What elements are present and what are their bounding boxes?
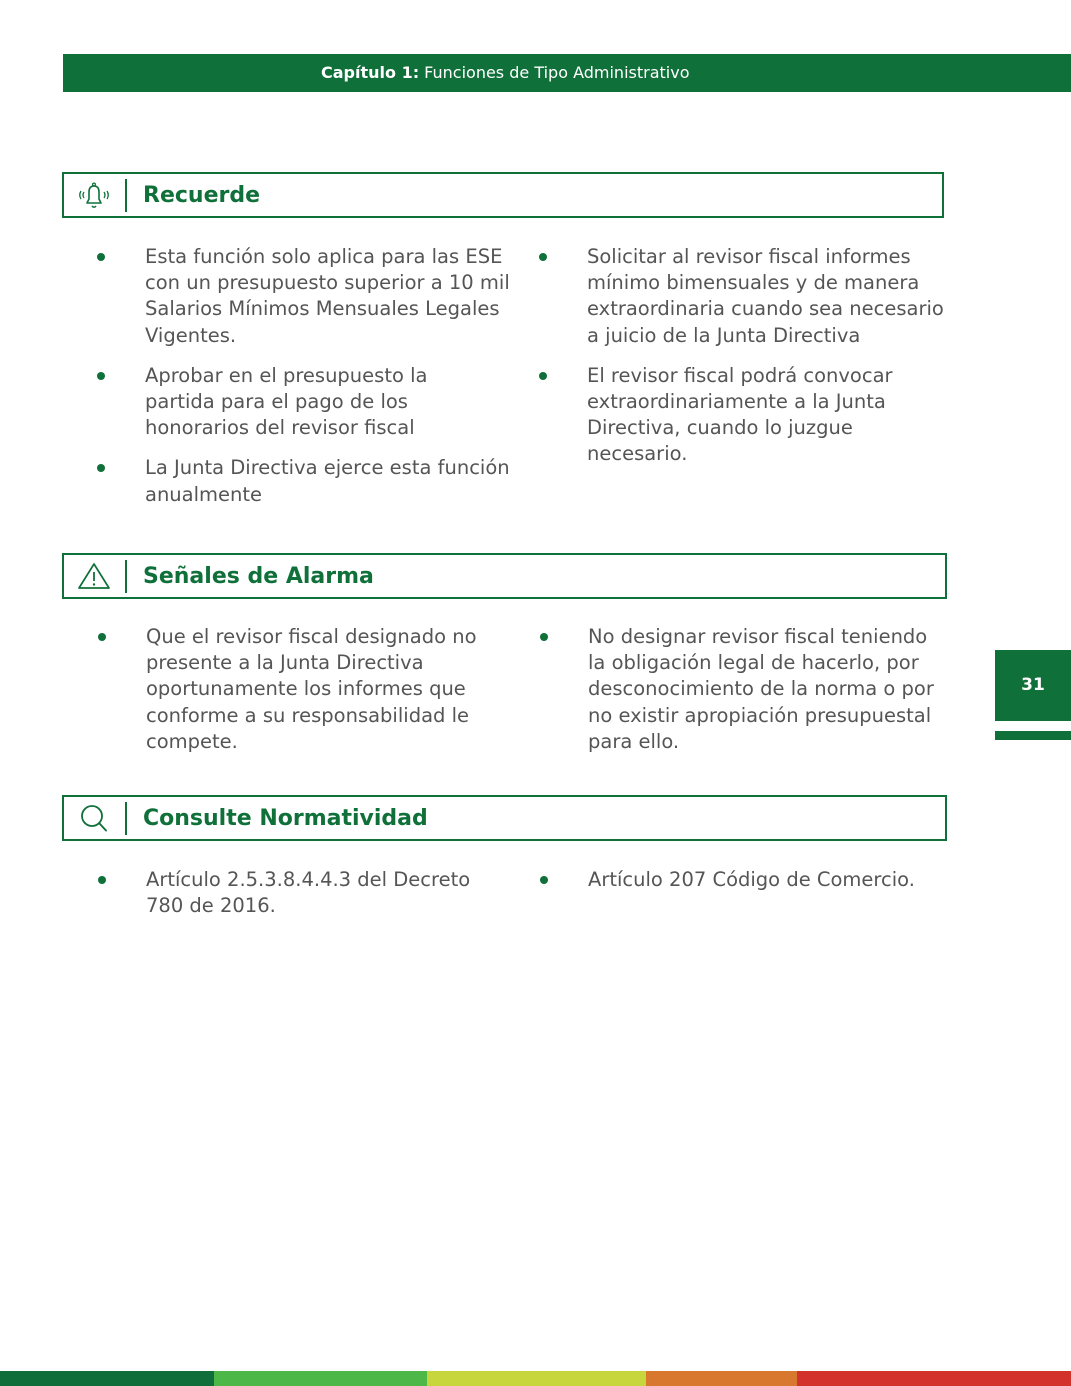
list-item: La Junta Directiva ejerce esta función anualmente	[145, 455, 515, 507]
alarma-left-list	[146, 624, 496, 769]
bullet	[97, 253, 105, 261]
page-number-tab	[995, 650, 1071, 721]
recuerde-left-list	[145, 244, 515, 522]
list-item: El revisor fiscal podrá convocar extraordinariamente a la Junta Directiva, cuando lo juzgue necesario.	[587, 363, 947, 468]
bullet	[97, 372, 105, 380]
section-title: Consulte Normatividad	[143, 806, 428, 831]
list-item: Artículo 207 Código de Comercio.	[588, 867, 948, 893]
bullet	[98, 633, 106, 641]
list-item: Solicitar al revisor fiscal informes mínimo bimensuales y de manera extraordinaria cuando sea necesario a juicio de la Junta Directiva	[587, 244, 957, 349]
search-icon	[76, 803, 112, 833]
color-strip-segment	[797, 1371, 1071, 1386]
normatividad-right-list	[588, 867, 948, 907]
list-item: Artículo 2.5.3.8.4.4.3 del Decreto 780 de 2016.	[146, 867, 486, 919]
section-title: Recuerde	[143, 183, 261, 208]
color-strip-segment	[427, 1371, 646, 1386]
chapter-title: Funciones de Tipo Administrativo	[419, 63, 690, 82]
bullet	[540, 876, 548, 884]
page-number: 31	[1021, 675, 1045, 695]
section-title: Señales de Alarma	[143, 564, 374, 589]
bullet	[540, 633, 548, 641]
header-divider	[125, 560, 127, 593]
bullet	[539, 253, 547, 261]
alarma-right-list	[588, 624, 948, 769]
normatividad-header	[62, 795, 947, 841]
color-strip-segment	[214, 1371, 427, 1386]
recuerde-header	[62, 172, 944, 218]
chapter-label: Capítulo 1:	[321, 63, 420, 82]
recuerde-right-list	[587, 244, 957, 482]
bell-icon	[76, 180, 112, 210]
warning-icon	[76, 561, 112, 591]
page-tab-underline	[995, 731, 1071, 740]
bullet	[98, 876, 106, 884]
list-item: Esta función solo aplica para las ESE con un presupuesto superior a 10 mil Salarios Mínimos Mensuales Legales Vigentes.	[145, 244, 515, 349]
chapter-header-bar	[63, 54, 1071, 92]
list-item: Aprobar en el presupuesto la partida para el pago de los honorarios del revisor fiscal	[145, 363, 445, 442]
header-divider	[125, 179, 127, 212]
bullet	[539, 372, 547, 380]
list-item: Que el revisor fiscal designado no presente a la Junta Directiva oportunamente los informes que conforme a su responsabilidad le compete.	[146, 624, 496, 755]
color-strip-segment	[646, 1371, 797, 1386]
color-strip-segment	[0, 1371, 214, 1386]
normatividad-left-list	[146, 867, 486, 933]
alarma-header	[62, 553, 947, 599]
list-item: No designar revisor fiscal teniendo la obligación legal de hacerlo, por desconocimiento de la norma o por no existir apropiación presupuestal para ello.	[588, 624, 948, 755]
bullet	[97, 464, 105, 472]
header-divider	[125, 802, 127, 835]
